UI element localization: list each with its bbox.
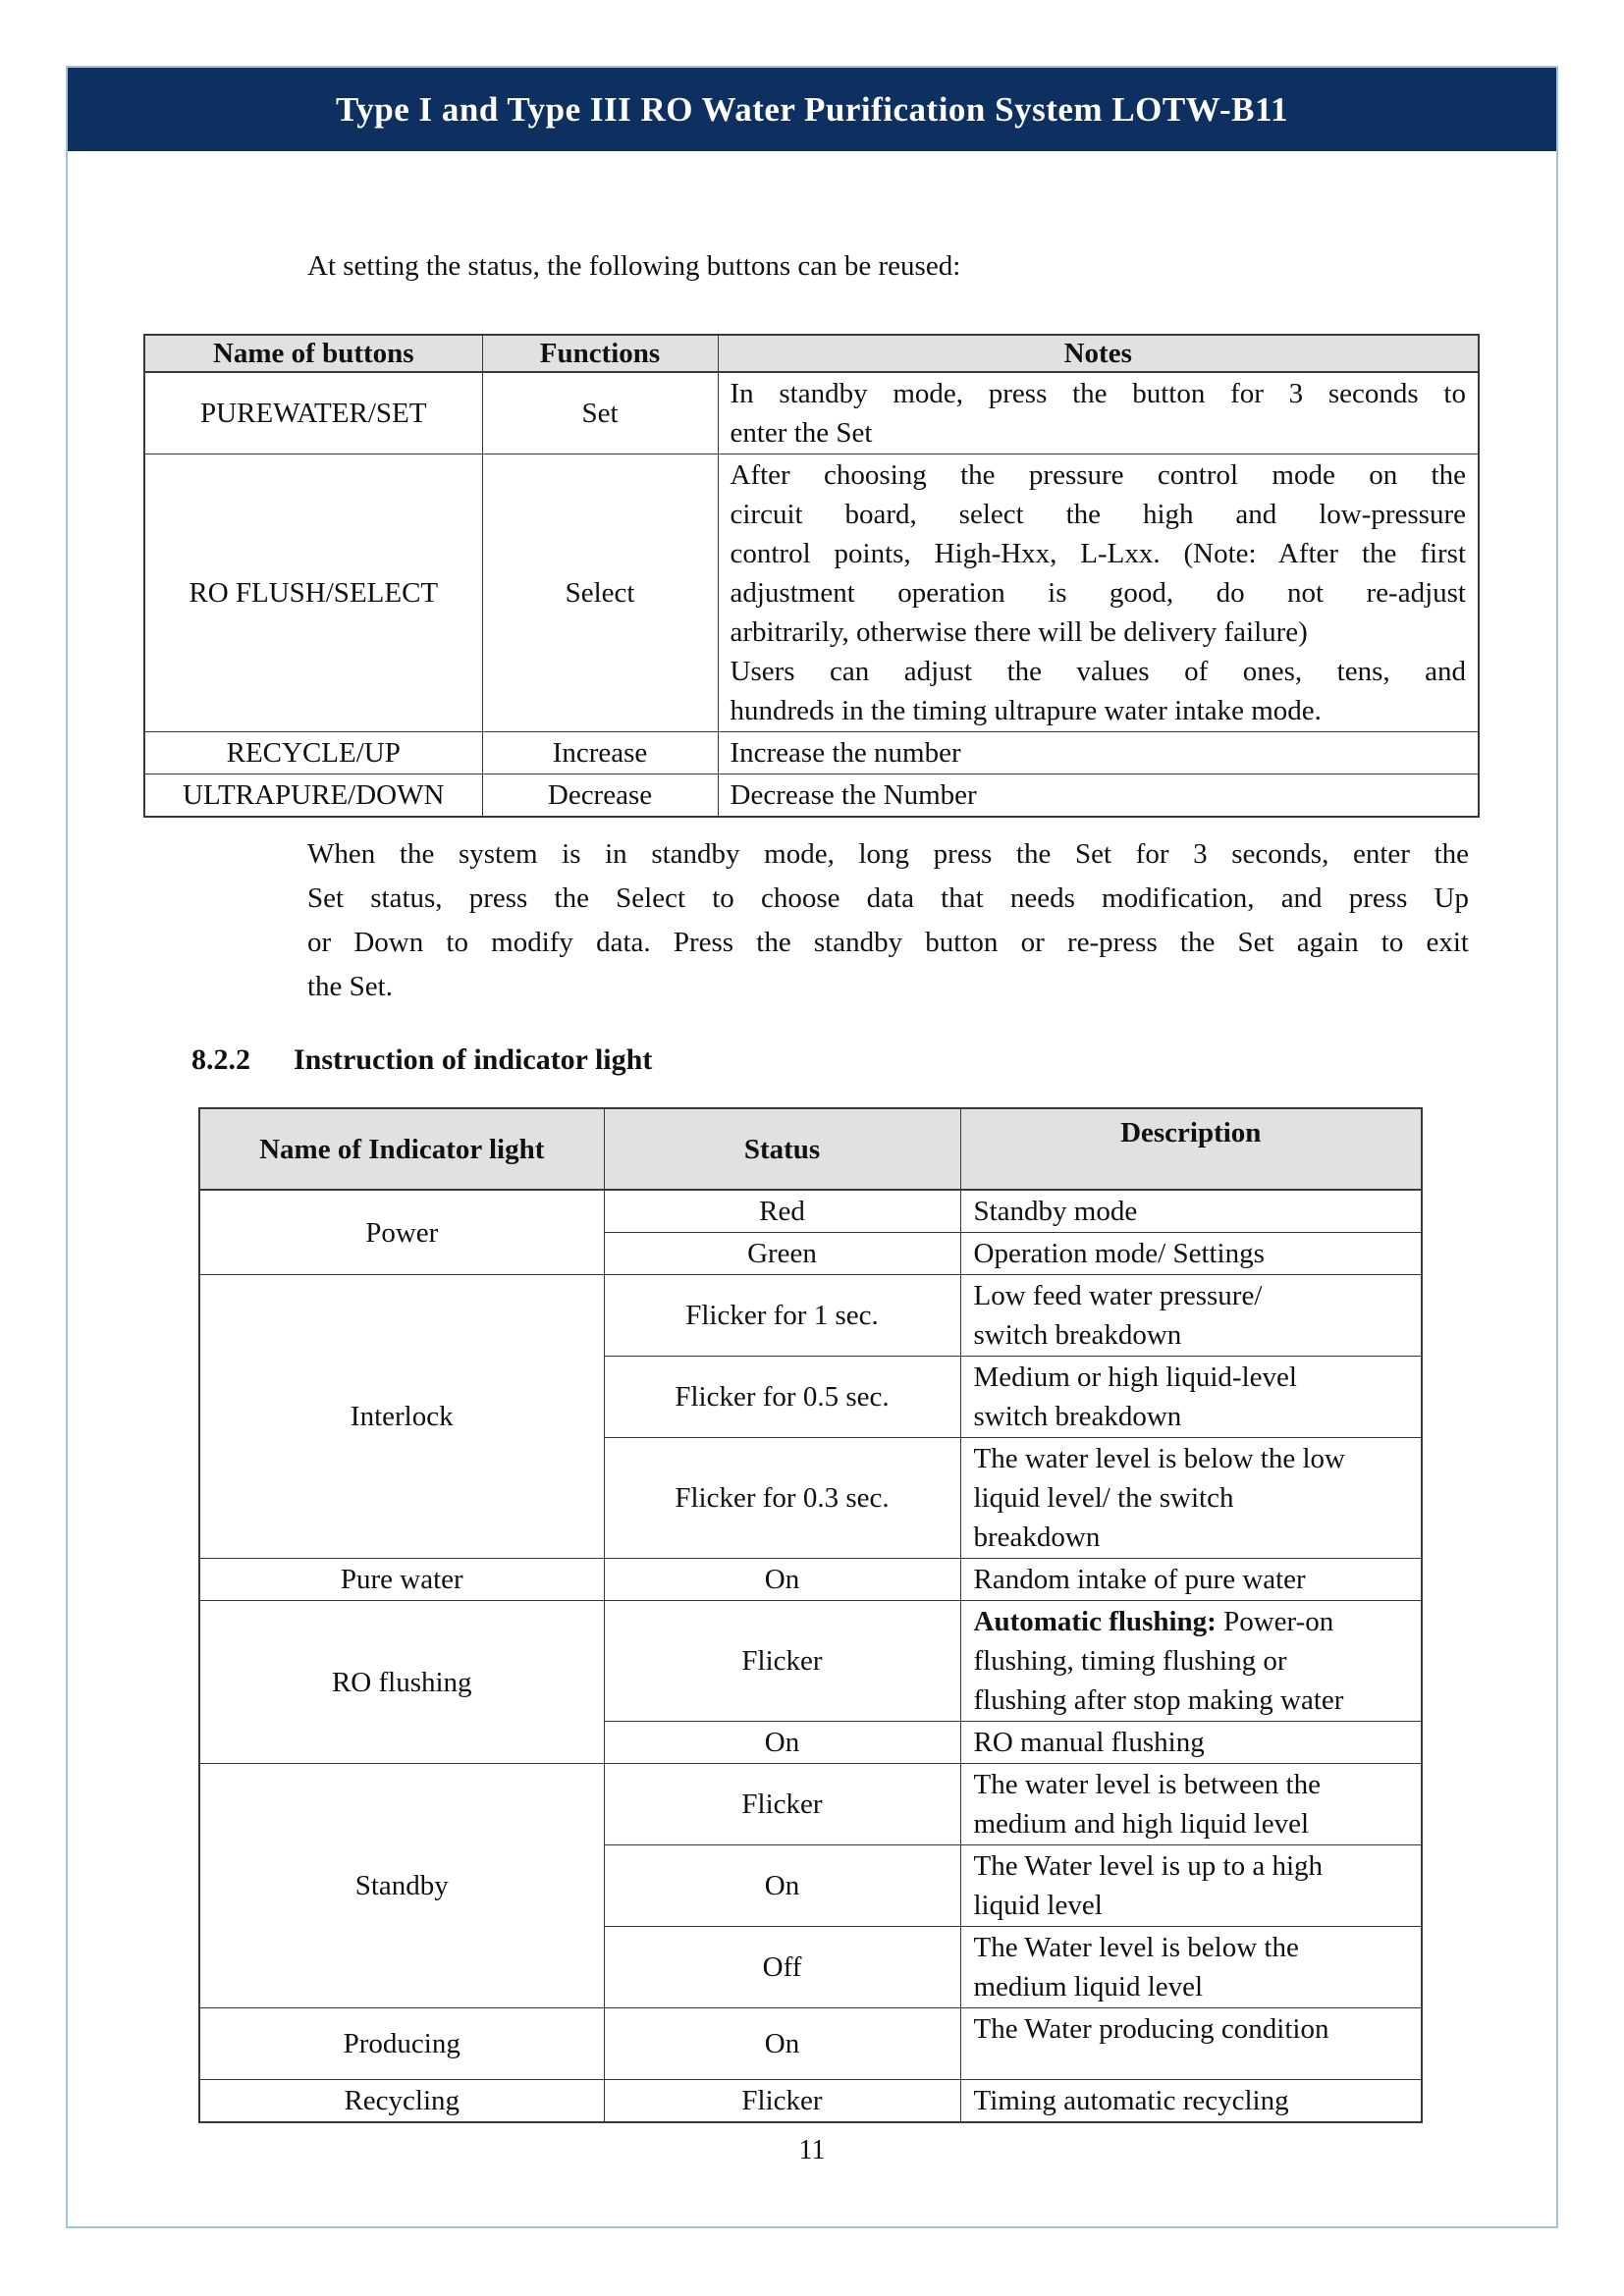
text-line: control points, High-Hxx, L-Lxx. (Note: After the first — [730, 538, 1466, 569]
indicator-desc-cell — [960, 2080, 1422, 2123]
button-notes-cell — [718, 372, 1479, 454]
indicator-desc-cell — [960, 1722, 1422, 1764]
text-line: the Set. — [307, 971, 393, 1002]
page-title: Type I and Type III RO Water Purification System LOTW-B11 — [335, 90, 1289, 129]
text-line: The Water level is up to a high — [973, 1850, 1324, 1882]
text-line: Increase the number — [730, 737, 961, 769]
button-function-cell: Decrease — [482, 774, 718, 818]
text-line: or Down to modify data. Press the standby button or re-press the Set again to exit — [307, 927, 1469, 958]
button-name-cell: PUREWATER/SET — [144, 372, 482, 454]
text-line: arbitrarily, otherwise there will be delivery failure) — [730, 616, 1308, 648]
section-title: Instruction of indicator light — [294, 1043, 653, 1076]
text-line: flushing after stop making water — [973, 1684, 1344, 1716]
buttons-table-row — [144, 732, 1479, 774]
text-line: flushing, timing flushing or — [973, 1645, 1287, 1677]
indicator-name-cell: Interlock — [199, 1275, 604, 1559]
indicator-status-cell: Flicker — [604, 1601, 960, 1722]
text-line: Decrease the Number — [730, 779, 977, 811]
indicator-table-row — [199, 1601, 1422, 1722]
indicator-table-row — [199, 1275, 1422, 1357]
indicator-table-row — [199, 2080, 1422, 2123]
indicator-status-cell: Flicker for 1 sec. — [604, 1275, 960, 1357]
text-line: breakdown — [973, 1522, 1101, 1553]
text-line: RO manual flushing — [973, 1727, 1205, 1758]
indicator-status-cell: Flicker for 0.3 sec. — [604, 1438, 960, 1559]
button-notes-cell — [718, 732, 1479, 774]
indicator-table-header-name: Name of Indicator light — [199, 1108, 604, 1190]
text-line: Operation mode/ Settings — [973, 1238, 1265, 1269]
indicator-table-header-description: Description — [960, 1108, 1422, 1190]
buttons-table-header-functions: Functions — [482, 335, 718, 372]
indicator-table — [198, 1107, 1423, 2123]
indicator-table-header-row — [199, 1108, 1422, 1190]
indicator-desc-cell — [960, 1190, 1422, 1233]
indicator-desc-cell — [960, 1357, 1422, 1438]
page-number: 11 — [798, 2135, 826, 2165]
indicator-desc-cell — [960, 1927, 1422, 2008]
text-line: Timing automatic recycling — [973, 2085, 1289, 2116]
button-function-cell: Select — [482, 454, 718, 732]
text-line: The water level is below the low — [973, 1443, 1345, 1474]
button-name-cell: RECYCLE/UP — [144, 732, 482, 774]
indicator-desc-cell — [960, 1559, 1422, 1601]
text-line: Set status, press the Select to choose data that needs modification, and press Up — [307, 882, 1469, 914]
indicator-status-cell: Flicker for 0.5 sec. — [604, 1357, 960, 1438]
indicator-table-row — [199, 1764, 1422, 1845]
section-number: 8.2.2 — [191, 1043, 250, 1076]
indicator-name-cell: Power — [199, 1190, 604, 1275]
indicator-desc-cell — [960, 1764, 1422, 1845]
indicator-status-cell: On — [604, 2008, 960, 2080]
text-line: liquid level/ the switch — [973, 1482, 1234, 1514]
text-line: enter the Set — [730, 417, 873, 449]
indicator-status-cell: Red — [604, 1190, 960, 1233]
button-function-cell: Increase — [482, 732, 718, 774]
buttons-table-row — [144, 372, 1479, 454]
buttons-table-header-row — [144, 335, 1479, 372]
indicator-desc-cell — [960, 1845, 1422, 1927]
indicator-status-cell: Off — [604, 1927, 960, 2008]
buttons-table-header-notes: Notes — [718, 335, 1479, 372]
button-name-cell: RO FLUSH/SELECT — [144, 454, 482, 732]
indicator-name-cell: Producing — [199, 2008, 604, 2080]
header-band — [68, 68, 1556, 151]
text-line: Medium or high liquid-level — [973, 1362, 1297, 1393]
text-line: medium and high liquid level — [973, 1808, 1310, 1840]
indicator-status-cell: On — [604, 1722, 960, 1764]
button-notes-cell — [718, 774, 1479, 818]
text-line: When the system is in standby mode, long press the Set for 3 seconds, enter the — [307, 838, 1469, 870]
button-function-cell: Set — [482, 372, 718, 454]
indicator-desc-cell — [960, 1275, 1422, 1357]
indicator-status-cell: Flicker — [604, 2080, 960, 2123]
indicator-status-cell: On — [604, 1559, 960, 1601]
indicator-table-row — [199, 1559, 1422, 1601]
text-line: The Water producing condition — [973, 2013, 1329, 2045]
section-heading — [191, 1041, 652, 1080]
intro-paragraph: At setting the status, the following buttons can be reused: — [307, 250, 961, 282]
text-line: Automatic flushing: Power-on — [973, 1606, 1334, 1637]
text-line: circuit board, select the high and low-pressure — [730, 499, 1466, 530]
indicator-table-header-status: Status — [604, 1108, 960, 1190]
text-line: liquid level — [973, 1890, 1103, 1921]
indicator-name-cell: Pure water — [199, 1559, 604, 1601]
text-line: The Water level is below the — [973, 1932, 1299, 1963]
page-border — [66, 66, 1558, 2228]
text-line: adjustment operation is good, do not re-adjust — [730, 577, 1466, 609]
text-line: medium liquid level — [973, 1971, 1204, 2002]
indicator-desc-cell — [960, 1233, 1422, 1275]
indicator-status-cell: On — [604, 1845, 960, 1927]
buttons-table-header-name: Name of buttons — [144, 335, 482, 372]
indicator-table-row — [199, 1190, 1422, 1233]
text-line: switch breakdown — [973, 1401, 1182, 1432]
button-name-cell: ULTRAPURE/DOWN — [144, 774, 482, 818]
text-line: After choosing the pressure control mode on the — [730, 459, 1466, 491]
indicator-status-cell: Green — [604, 1233, 960, 1275]
text-line: hundreds in the timing ultrapure water intake mode. — [730, 695, 1322, 726]
indicator-name-cell: Recycling — [199, 2080, 604, 2123]
buttons-table-row — [144, 454, 1479, 732]
indicator-name-cell: RO flushing — [199, 1601, 604, 1764]
text-line: Random intake of pure water — [973, 1564, 1306, 1595]
text-line: Low feed water pressure/ — [973, 1280, 1263, 1311]
indicator-desc-cell — [960, 1438, 1422, 1559]
text-line: In standby mode, press the button for 3 seconds to — [730, 378, 1466, 409]
indicator-table-row — [199, 2008, 1422, 2080]
settings-paragraph — [307, 832, 1469, 1009]
text-line: The water level is between the — [973, 1769, 1321, 1800]
buttons-table — [143, 334, 1480, 818]
buttons-table-row — [144, 774, 1479, 818]
indicator-name-cell: Standby — [199, 1764, 604, 2008]
indicator-desc-cell — [960, 2008, 1422, 2080]
indicator-status-cell: Flicker — [604, 1764, 960, 1845]
text-line: Standby mode — [973, 1196, 1138, 1227]
text-line: Users can adjust the values of ones, tens, and — [730, 656, 1466, 687]
indicator-desc-cell — [960, 1601, 1422, 1722]
text-line: switch breakdown — [973, 1319, 1182, 1351]
button-notes-cell — [718, 454, 1479, 732]
